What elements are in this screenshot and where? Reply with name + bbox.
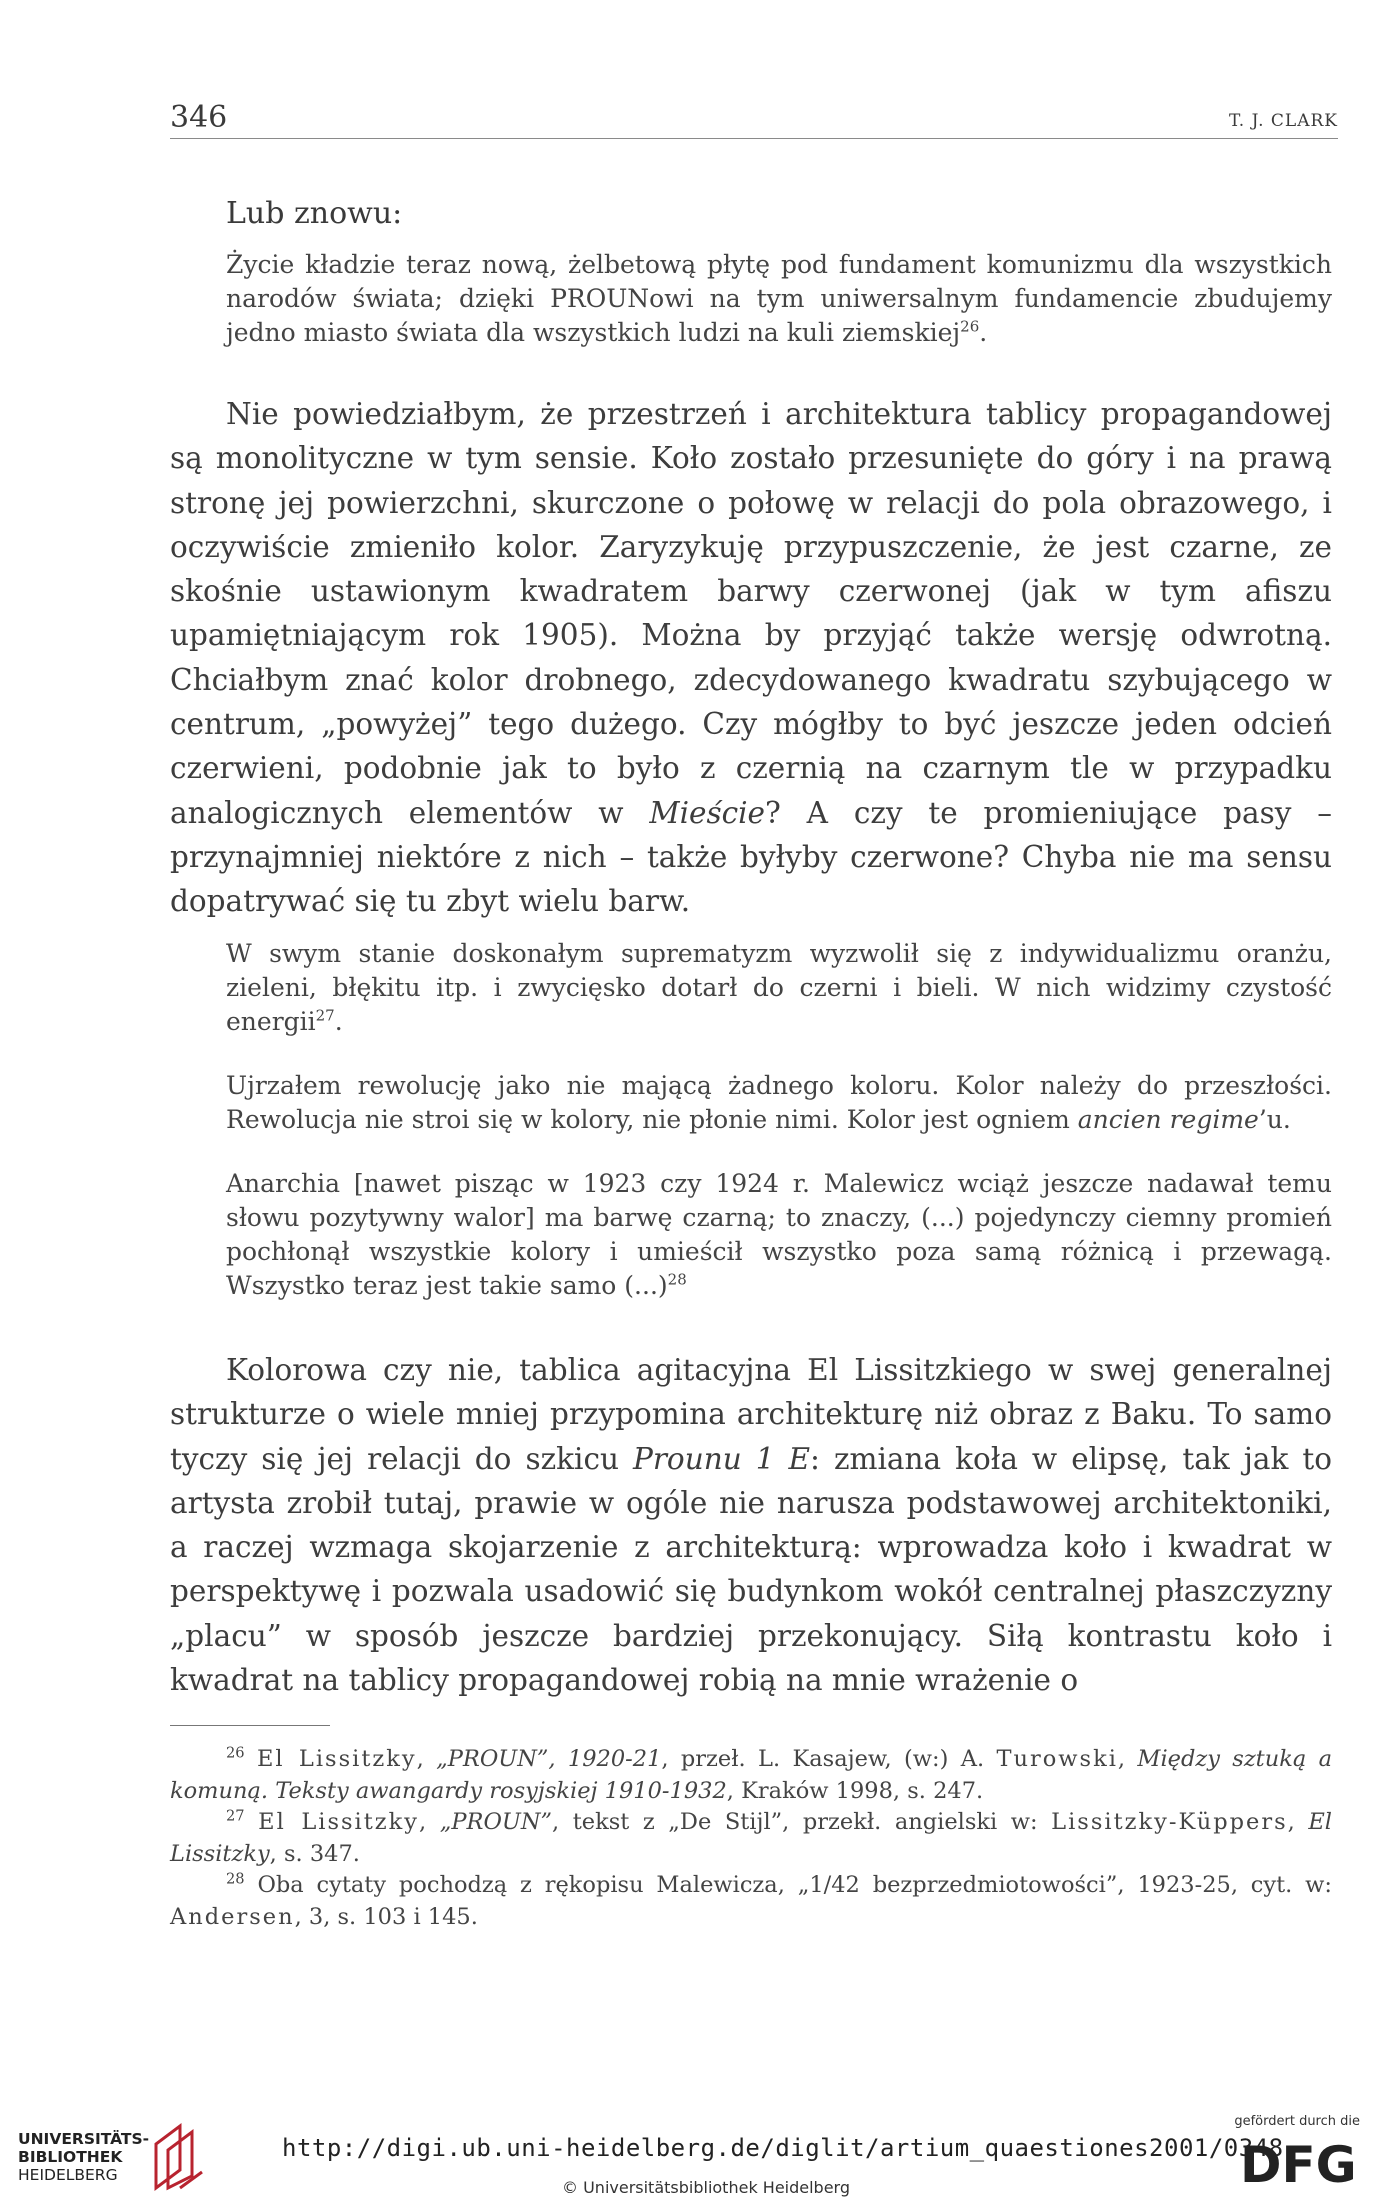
library-emblem-icon — [150, 2122, 204, 2192]
quote-text: Życie kładzie teraz nową, żelbetową płytę pod fundament komunizmu dla wszystkich narodów świata; dzięki PROUNowi na tym uniwersalnym fundamencie zbudujemy jedno miasto świata dla wszystkich ludzi na kuli ziemskiej — [226, 250, 1332, 347]
dfg-logo-text: DFG — [1240, 2138, 1357, 2188]
footnote-number: 26 — [226, 1744, 245, 1762]
quote-text: Ujrzałem rewolucję jako nie mającą żadnego koloru. Kolor należy do przeszłości. Rewolucja nie stroi się w kolory, nie płonie nimi. Kolor jest ogniem — [226, 1071, 1332, 1134]
library-logo[interactable] — [18, 2130, 149, 2184]
body-paragraph-1 — [170, 392, 1332, 924]
footnote-author: El Lissitzky — [258, 1809, 419, 1835]
para-text: Nie powiedziałbym, że przestrzeń i architektura tablicy propagandowej są monolityczne w tym sensie. Koło zostało przesunięte do góry i na prawą stronę jej powierzchni, skurczone o połowę w relacji do pola obrazowego, i oczywiście zmieniło kolor. Zaryzykuję przypuszczenie, że jest czarne, ze skośnie ustawionym kwadratem barwy czerwonej (jak w tym afiszu upamiętniającym rok 1905). Można by przyjąć także wersję odwrotną. Chciałbym znać kolor drobnego, zdecydowanego kwadratu szybującego w centrum, „powyżej” tego dużego. Czy mógłby to być jeszcze jeden odcień czerwieni, podobnie jak to było z czernią na czarnym tle w przypadku analogicznych elementów w — [170, 397, 1332, 830]
block-quote-3 — [226, 1069, 1332, 1137]
footnote-number: 28 — [226, 1870, 245, 1888]
quote-italic: ancien regime — [1077, 1105, 1259, 1134]
footnote-27 — [170, 1807, 1332, 1870]
footnote-author: Andersen — [170, 1903, 295, 1930]
para-italic: Prounu 1 E — [632, 1441, 811, 1476]
logo-line: BIBLIOTHEK — [18, 2148, 123, 2166]
footnote-divider — [170, 1725, 330, 1726]
para-text: Kolorowa czy nie, tablica agitacyjna El Lissitzkiego w swej generalnej strukturze o wiele mniej przypomina architekturę niż obraz z Baku. To samo tyczy się jej relacji do szkicu — [170, 1353, 1332, 1476]
running-head — [170, 98, 1338, 139]
footnote-book: Między sztuką a komuną. Teksty awangardy rosyjskiej 1910-1932 — [170, 1746, 1333, 1804]
footnote-text: , tekst z „De Stijl”, przekł. angielski w: — [552, 1809, 1052, 1835]
funding-caption: gefördert durch die — [1234, 2114, 1360, 2129]
para-text: : zmiana koła w elipsę, tak jak to artysta zrobił tutaj, prawie w ogóle nie narusza podstawowej architektoniki, a raczej wzmaga skojarzenie z architekturą: wprowadza koło i kwadrat w perspektywę i pozwala usadowić się budynkom wokół centralnej płaszczyzny „placu” w sposób jeszcze bardziej przekonujący. Siłą kontrastu koło i kwadrat na tablicy propagandowej robią na mnie wrażenie o — [170, 1441, 1332, 1698]
footnote-ref-27[interactable]: 27 — [315, 1006, 335, 1025]
body-paragraph-2 — [170, 1348, 1332, 1702]
footnote-title: „PROUN”, 1920-21 — [436, 1746, 662, 1772]
footnote-number: 27 — [226, 1807, 245, 1825]
footnote-editor: Turowski — [996, 1746, 1118, 1772]
digitization-footer — [0, 2098, 1390, 2206]
block-quote-2 — [226, 937, 1332, 1039]
quote-tail: . — [979, 318, 988, 347]
footnote-text: , 3, s. 103 i 145. — [294, 1903, 478, 1930]
permalink-url[interactable]: http://digi.ub.uni-heidelberg.de/diglit/artium_quaestiones2001/0348 — [282, 2134, 1284, 2162]
para-italic: Mieście — [649, 795, 766, 830]
footnote-book: El Lissitzky — [170, 1809, 1332, 1867]
footnote-text: , — [1287, 1809, 1309, 1835]
block-quote-4 — [226, 1167, 1332, 1303]
footnote-text: , — [416, 1746, 437, 1772]
footnote-title: „PROUN” — [439, 1809, 553, 1835]
footnote-text: , — [419, 1809, 440, 1835]
quote-text: ’u. — [1258, 1105, 1291, 1134]
footnote-text: Oba cytaty pochodzą z rękopisu Malewicza, „1/42 bezprzedmiotowości”, 1923-25, cyt. w: — [257, 1872, 1332, 1898]
footnote-text: , s. 347. — [269, 1840, 360, 1867]
dfg-logo-icon[interactable] — [1240, 2138, 1370, 2188]
footnote-editor: Lissitzky-Küppers — [1051, 1809, 1288, 1835]
footnote-text: , — [1117, 1746, 1138, 1772]
footnote-26 — [170, 1744, 1332, 1807]
para-text: ? A czy te promieniujące pasy – przynajmniej niektóre z nich – także byłyby czerwone? Chyba nie ma sensu dopatrywać się tu zbyt wielu barw. — [170, 795, 1332, 919]
footnote-ref-26[interactable]: 26 — [960, 317, 980, 336]
copyright-notice: © Universitätsbibliothek Heidelberg — [562, 2178, 851, 2197]
page-number: 346 — [170, 100, 228, 135]
footnotes — [170, 1744, 1332, 1933]
footnote-author: El Lissitzky — [256, 1746, 417, 1772]
logo-line: UNIVERSITÄTS- — [18, 2130, 150, 2148]
intro-line: Lub znowu: — [226, 196, 403, 231]
quote-text: Anarchia [nawet pisząc w 1923 czy 1924 r. Malewicz wciąż jeszcze nadawał temu słowu pozytywny walor] ma barwę czarną; to znaczy, (...) pojedynczy ciemny promień pochłonął wszystkie kolory i umieścił wszystko poza samą różnicą i przewagą. Wszystko teraz jest takie samo (...) — [226, 1169, 1332, 1300]
block-quote-1 — [226, 248, 1332, 350]
footnote-text: , Kraków 1998, s. 247. — [726, 1777, 984, 1804]
running-title: T. J. CLARK — [1228, 111, 1338, 131]
footnote-28 — [170, 1870, 1332, 1933]
logo-line: HEIDELBERG — [18, 2166, 118, 2184]
footnote-text: , przeł. L. Kasajew, (w:) A. — [661, 1746, 997, 1772]
footnote-ref-28[interactable]: 28 — [667, 1270, 687, 1289]
quote-text: W swym stanie doskonałym suprematyzm wyzwolił się z indywidualizmu oranżu, zieleni, błękitu itp. i zwycięsko dotarł do czerni i bieli. W nich widzimy czystość energii — [226, 939, 1332, 1036]
quote-tail: . — [334, 1007, 343, 1036]
